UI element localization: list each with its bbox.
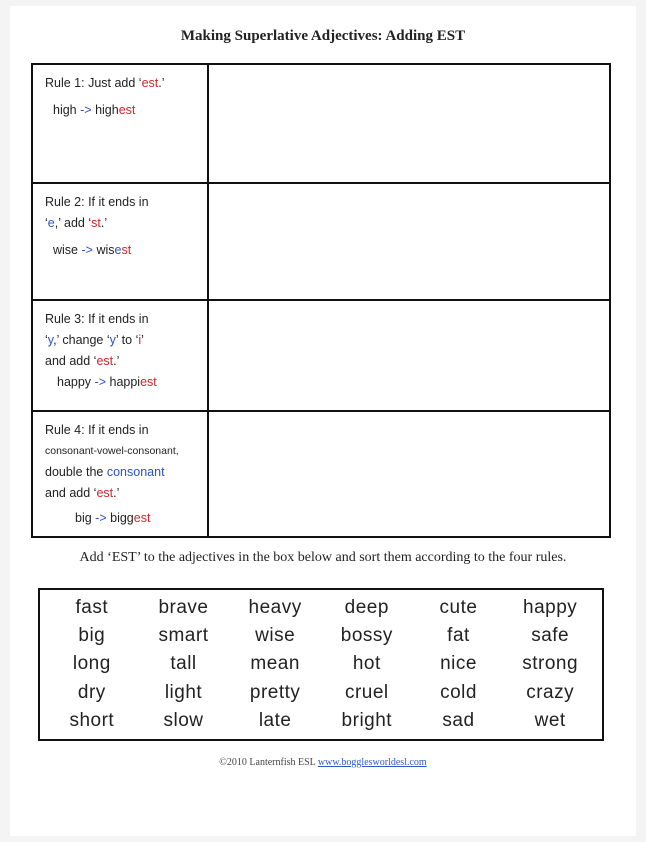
- arrow: ->: [80, 103, 92, 117]
- example-base: happy: [57, 375, 92, 389]
- rule-3-i: i: [138, 333, 142, 347]
- rule-2-text: Rule 2: If it ends in: [45, 195, 149, 209]
- rule-3-quote-end: ’: [141, 333, 144, 347]
- word-item: fast: [75, 597, 109, 618]
- rule-3-cell: [32, 300, 208, 411]
- rules-table: [31, 63, 611, 538]
- rule-3-text-mid: ,’ change ‘: [53, 333, 110, 347]
- word-item: light: [164, 681, 203, 703]
- word-item: bright: [341, 709, 393, 731]
- rule-2-text-mid: ,’ add ‘: [54, 216, 92, 230]
- rule-4-accent-est: est: [96, 486, 114, 500]
- word-item: short: [69, 709, 115, 731]
- word-item: safe: [531, 625, 570, 647]
- rule-2-text-end: .’: [100, 216, 108, 230]
- rule-3-text-end: .’: [113, 354, 120, 368]
- rule-4-answer-box[interactable]: [208, 411, 610, 537]
- example-e: e: [114, 243, 122, 257]
- word-item: brave: [158, 597, 209, 618]
- rule-3-accent-y: y: [47, 333, 54, 347]
- rule-1-text-end: .’: [158, 76, 165, 90]
- word-item: late: [258, 709, 292, 731]
- word-item: bossy: [340, 625, 393, 647]
- word-item: fat: [447, 625, 470, 647]
- word-item: cruel: [344, 681, 389, 703]
- example-stem: wis: [96, 243, 115, 257]
- example-suffix: est: [118, 103, 136, 117]
- word-item: tall: [170, 653, 197, 675]
- footer: [0, 757, 646, 768]
- arrow: ->: [95, 511, 107, 525]
- word-item: dry: [77, 681, 106, 703]
- website-link[interactable]: www.bogglesworldesl.com: [317, 757, 427, 768]
- word-item: big: [78, 625, 106, 647]
- rule-3-to: ’ to ‘: [115, 333, 139, 347]
- rule-3-example: [45, 372, 157, 393]
- word-item: mean: [250, 653, 300, 675]
- word-item: deep: [344, 597, 389, 618]
- rule-2-example: [45, 240, 131, 261]
- word-item: sad: [442, 709, 475, 731]
- word-item: wise: [255, 625, 296, 647]
- word-item: hot: [352, 653, 381, 675]
- rule-4-text-double: double the: [45, 465, 107, 479]
- word-item: pretty: [249, 681, 301, 703]
- page-title: Making Superlative Adjectives: Adding EST: [180, 28, 466, 44]
- example-stem: high: [95, 103, 119, 117]
- rule-3-y: y: [109, 333, 116, 347]
- example-suffix: est: [140, 375, 157, 389]
- rule-4-text: Rule 4: If it ends in: [45, 423, 149, 437]
- arrow: ->: [81, 243, 93, 257]
- word-box: [38, 588, 604, 741]
- rule-3-accent-est: est: [96, 354, 114, 368]
- copyright: ©2010 Lanternfish ESL: [219, 757, 316, 768]
- word-item: slow: [163, 709, 204, 731]
- word-item: crazy: [526, 681, 575, 703]
- rule-4-text-line4: and add ‘: [45, 486, 97, 500]
- rule-3-text: Rule 3: If it ends in: [45, 312, 149, 326]
- word-item: heavy: [248, 597, 302, 618]
- rule-1-answer-box[interactable]: [208, 64, 610, 183]
- rule-1-text: Rule 1: Just add ‘: [45, 76, 142, 90]
- example-base: wise: [53, 243, 79, 257]
- rule-4-example: [45, 508, 150, 529]
- word-item: long: [72, 653, 111, 675]
- rule-4-accent-consonant: consonant: [106, 465, 165, 479]
- rule-2-accent-st: st: [91, 216, 101, 230]
- rule-4-pattern: consonant-vowel-consonant,: [45, 445, 179, 457]
- example-suffix: est: [133, 511, 151, 525]
- rule-1-cell: [32, 64, 208, 183]
- rule-2-cell: [32, 183, 208, 300]
- word-item: cute: [439, 597, 478, 618]
- rule-2-quote: ‘: [45, 216, 48, 230]
- rule-1-accent: est: [141, 76, 159, 90]
- rule-2-accent-e: e: [47, 216, 55, 230]
- word-item: happy: [523, 597, 578, 618]
- rule-3-answer-box[interactable]: [208, 300, 610, 411]
- instructions: Add ‘EST’ to the adjectives in the box below and sort them according to the four rules.: [79, 550, 567, 565]
- word-item: cold: [440, 681, 477, 703]
- example-base: high: [53, 103, 77, 117]
- example-stem: bigg: [110, 511, 134, 525]
- rule-1-example: [45, 100, 135, 121]
- example-base: big: [75, 511, 92, 525]
- word-item: smart: [158, 625, 209, 647]
- rule-4-text-end: .’: [113, 486, 120, 500]
- word-item: wet: [534, 709, 566, 731]
- rule-3-quote: ‘: [45, 333, 48, 347]
- rule-3-text-line3: and add ‘: [45, 354, 97, 368]
- rule-4-cell: [32, 411, 208, 537]
- arrow: ->: [94, 375, 107, 389]
- example-suffix: st: [121, 243, 132, 257]
- rule-2-answer-box[interactable]: [208, 183, 610, 300]
- example-stem: happi: [109, 375, 141, 389]
- word-item: strong: [522, 653, 579, 675]
- word-item: nice: [440, 653, 477, 675]
